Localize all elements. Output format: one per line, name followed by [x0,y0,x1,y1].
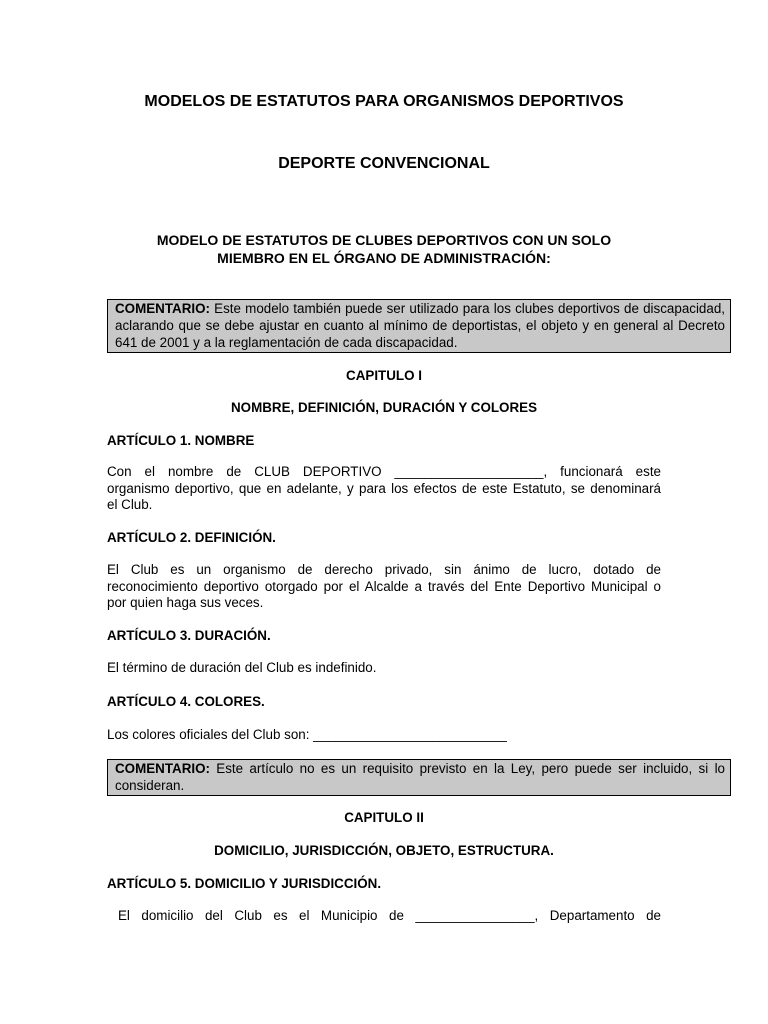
article-1-line: Con el nombre de CLUB DEPORTIVO ____________________, funcionará este [107,464,661,479]
article-2-text [107,562,661,612]
comment-label: COMENTARIO: [115,761,210,776]
chapter-1-label: CAPITULO I [346,368,422,383]
comment-box-1 [107,299,731,353]
article-5-text [118,908,661,925]
chapter-2-title: DOMICILIO, JURISDICCIÓN, OBJETO, ESTRUCTURA. [214,843,554,858]
article-1-line: el Club. [107,497,153,512]
document-subtitle: DEPORTE CONVENCIONAL [278,155,490,172]
chapter-2-label: CAPITULO II [344,810,424,825]
model-heading-line-1: MODELO DE ESTATUTOS DE CLUBES DEPORTIVOS CON UN SOLO [156,232,612,248]
article-2-line: El Club es un organismo de derecho privado, sin ánimo de lucro, dotado de [107,562,661,577]
chapter-1-title: NOMBRE, DEFINICIÓN, DURACIÓN Y COLORES [230,400,538,415]
article-4-heading: ARTÍCULO 4. COLORES. [107,694,265,709]
comment-label: COMENTARIO: [115,301,210,316]
article-2-line: por quien haga sus veces. [107,595,264,610]
article-1-heading: ARTÍCULO 1. NOMBRE [107,433,255,448]
article-2-heading: ARTÍCULO 2. DEFINICIÓN. [107,530,276,545]
article-4-text [107,727,661,744]
article-3-text [107,660,661,677]
comment-box-2 [107,759,731,796]
article-4-line: Los colores oficiales del Club son: __________________________ [107,727,507,742]
document-title: MODELOS DE ESTATUTOS PARA ORGANISMOS DEPORTIVOS [144,93,624,110]
article-3-heading: ARTÍCULO 3. DURACIÓN. [107,628,271,643]
model-heading-line-2: MIEMBRO EN EL ÓRGANO DE ADMINISTRACIÓN: [217,250,551,266]
article-1-text [107,464,661,514]
article-3-line: El término de duración del Club es indefinido. [107,660,377,675]
article-5-heading: ARTÍCULO 5. DOMICILIO Y JURISDICCIÓN. [107,876,382,891]
article-2-line: reconocimiento deportivo otorgado por el Alcalde a través del Ente Deportivo Municipal o [107,578,661,594]
comment-text: Este artículo no es un requisito previsto en la Ley, pero puede ser incluido, si lo consideran. [115,761,725,793]
model-heading [0,231,768,267]
comment-text: Este modelo también puede ser utilizado para los clubes deportivos de discapacidad, aclarando que se debe ajustar en cuanto al mínimo de deportistas, el objeto y en general al Decreto 641 de 2001 y a la reglamentación de cada discapacidad. [115,301,725,350]
article-1-line: organismo deportivo, que en adelante, y para los efectos de este Estatuto, se denominará [107,480,661,496]
article-5-line: El domicilio del Club es el Municipio de ________________, Departamento de [118,908,661,923]
